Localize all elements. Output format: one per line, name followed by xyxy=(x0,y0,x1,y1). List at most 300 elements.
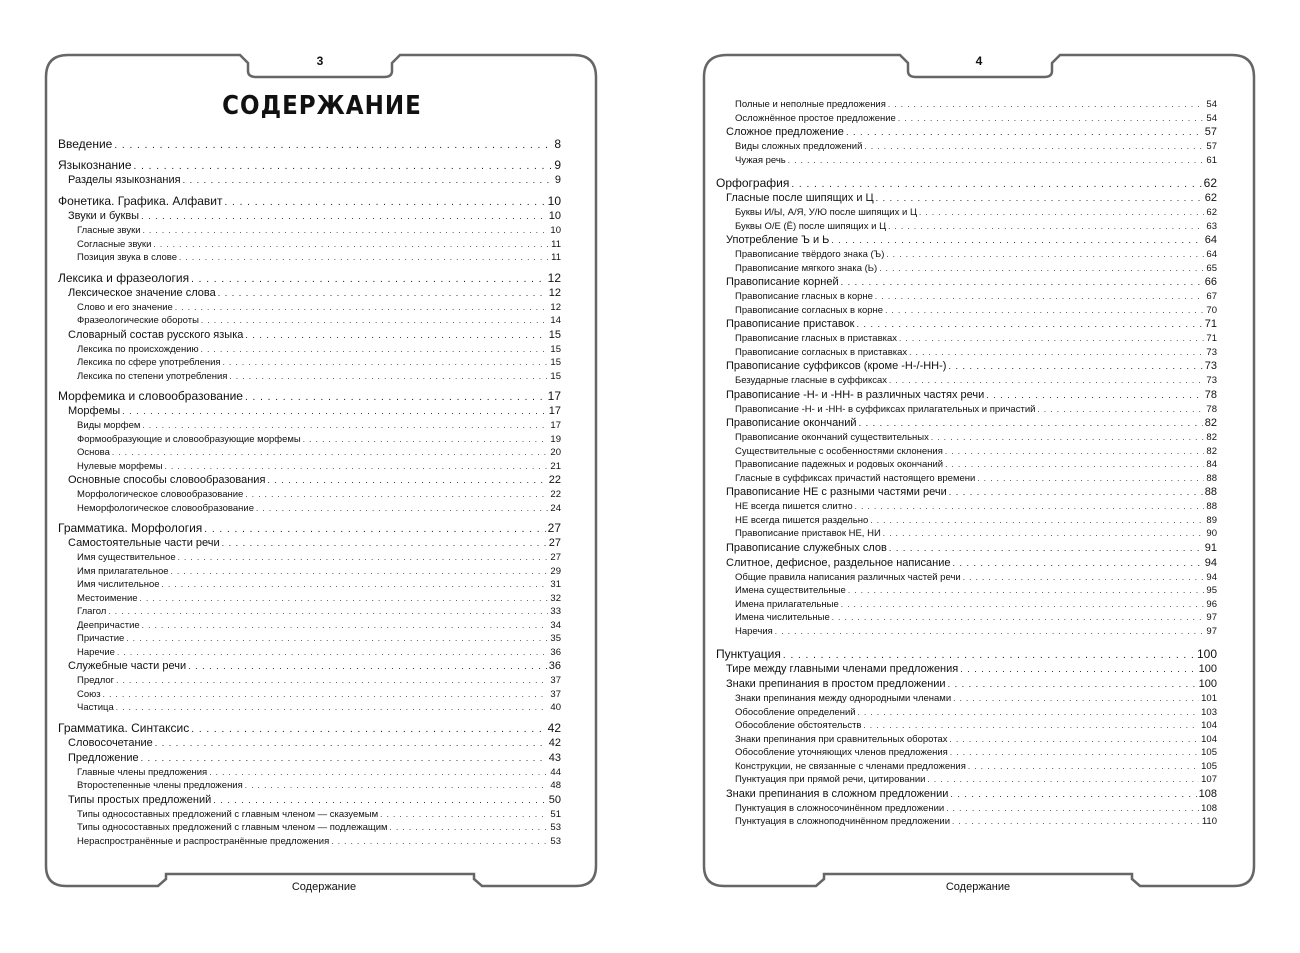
toc-entry-page: 17 xyxy=(547,389,561,403)
toc-entry[interactable] xyxy=(58,461,561,475)
dot-leader xyxy=(898,114,1205,123)
toc-entry[interactable] xyxy=(58,675,561,689)
toc-entry-title: Чужая речь xyxy=(735,154,786,166)
toc-entry[interactable] xyxy=(58,579,561,593)
toc-entry[interactable] xyxy=(716,774,1217,788)
toc-entry-page: 88 xyxy=(1206,472,1217,484)
toc-entry[interactable] xyxy=(716,585,1217,599)
toc-entry-title: Неморфологическое словообразование xyxy=(77,502,254,514)
toc-entry-page: 96 xyxy=(1206,598,1217,610)
toc-entry-title: Лексика по происхождению xyxy=(77,343,199,355)
toc-entry-page: 15 xyxy=(550,343,561,355)
toc-entry-title: Знаки препинания в сложном предложении xyxy=(726,787,949,800)
toc-entry-title: Имя числительное xyxy=(77,579,160,590)
toc-entry[interactable] xyxy=(58,315,561,329)
toc-entry-page: 97 xyxy=(1206,625,1217,637)
toc-entry[interactable] xyxy=(58,566,561,580)
toc-entry-title: Деепричастие xyxy=(77,619,140,631)
toc-entry-title: Правописание мягкого знака (Ь) xyxy=(735,262,878,274)
dot-leader xyxy=(950,748,1199,757)
right-toc xyxy=(716,99,1217,830)
toc-entry[interactable] xyxy=(716,734,1217,748)
toc-entry-page: 82 xyxy=(1204,417,1217,429)
toc-entry-page: 105 xyxy=(1201,760,1217,772)
toc-entry-page: 70 xyxy=(1206,304,1217,316)
toc-entry[interactable] xyxy=(58,660,561,675)
dot-leader xyxy=(1037,405,1204,414)
toc-entry[interactable] xyxy=(58,606,561,620)
toc-entry[interactable] xyxy=(58,137,561,153)
toc-entry-page: 103 xyxy=(1201,706,1217,718)
toc-entry-page: 63 xyxy=(1206,220,1217,232)
toc-entry-page: 105 xyxy=(1201,747,1217,758)
dot-leader xyxy=(870,516,1204,525)
dot-leader xyxy=(791,179,1201,190)
toc-entry-title: Предлог xyxy=(77,675,115,686)
toc-entry-title: Правописание -Н- и -НН- в различных частях речи xyxy=(726,388,985,401)
toc-entry-page: 42 xyxy=(547,720,561,735)
toc-entry-title: Тире между главными членами предложения xyxy=(726,663,959,675)
toc-entry[interactable] xyxy=(716,291,1217,305)
toc-entry-title: Знаки препинания при сравнительных оборотах xyxy=(735,733,948,745)
toc-entry-page: 27 xyxy=(547,521,561,535)
toc-entry-page: 53 xyxy=(550,835,561,847)
toc-entry-title: Союз xyxy=(77,688,101,700)
toc-entry-title: Введение xyxy=(58,137,113,151)
toc-entry-title: Знаки препинания между однородными членами xyxy=(735,693,952,704)
toc-entry-page: 62 xyxy=(1203,176,1217,190)
dot-leader xyxy=(153,240,549,249)
dot-leader xyxy=(952,817,1200,826)
toc-entry[interactable] xyxy=(716,221,1217,235)
toc-entry-page: 9 xyxy=(554,158,561,172)
toc-entry[interactable] xyxy=(716,542,1217,557)
toc-entry-page: 82 xyxy=(1206,445,1217,457)
toc-entry[interactable] xyxy=(716,176,1217,192)
dot-leader xyxy=(832,613,1205,622)
toc-entry[interactable] xyxy=(58,302,561,316)
toc-entry[interactable] xyxy=(716,375,1217,389)
dot-leader xyxy=(245,392,546,403)
toc-entry[interactable] xyxy=(716,192,1217,207)
toc-entry[interactable] xyxy=(716,99,1217,113)
dot-leader xyxy=(245,490,548,499)
toc-entry-title: Правописание приставок НЕ, НИ xyxy=(735,528,881,539)
toc-entry-title: Гласные в суффиксах причастий настоящего времени xyxy=(735,472,976,484)
dot-leader xyxy=(950,789,1196,799)
toc-entry-page: 67 xyxy=(1206,291,1217,302)
toc-entry[interactable] xyxy=(58,371,561,385)
toc-entry-page: 88 xyxy=(1206,501,1217,512)
dot-leader xyxy=(116,676,548,685)
toc-entry[interactable] xyxy=(58,737,561,752)
toc-entry[interactable] xyxy=(58,647,561,661)
toc-entry-title: Звуки и буквы xyxy=(68,210,140,222)
toc-entry[interactable] xyxy=(716,626,1217,640)
toc-entry-page: 36 xyxy=(548,660,561,672)
toc-entry[interactable] xyxy=(58,252,561,266)
toc-entry-title: Виды сложных предложений xyxy=(735,141,863,152)
dot-leader xyxy=(126,634,548,643)
dot-leader xyxy=(191,724,545,735)
toc-entry-title: Имя прилагательное xyxy=(77,565,169,577)
toc-entry-page: 17 xyxy=(550,420,561,431)
toc-entry[interactable] xyxy=(58,174,561,189)
toc-entry[interactable] xyxy=(716,572,1217,586)
toc-entry-title: Правописание гласных в корне xyxy=(735,291,873,302)
toc-entry-page: 97 xyxy=(1206,612,1217,623)
toc-entry-title: Грамматика. Морфология xyxy=(58,521,203,535)
dot-leader xyxy=(960,664,1196,674)
dot-leader xyxy=(859,418,1203,428)
toc-entry[interactable] xyxy=(716,816,1217,830)
dot-leader xyxy=(846,127,1203,137)
right-page-number: 4 xyxy=(975,54,983,68)
toc-entry-page: 51 xyxy=(550,808,561,820)
toc-entry[interactable] xyxy=(716,612,1217,626)
toc-entry[interactable] xyxy=(58,822,561,836)
toc-entry[interactable] xyxy=(716,720,1217,734)
toc-entry-title: Формообразующие и словообразующие морфемы xyxy=(77,433,301,445)
toc-entry-title: Имена прилагательные xyxy=(735,598,839,610)
toc-entry[interactable] xyxy=(716,404,1217,418)
toc-entry-page: 89 xyxy=(1206,514,1217,526)
dot-leader xyxy=(876,193,1203,203)
toc-entry[interactable] xyxy=(58,287,561,302)
toc-entry-title: Основа xyxy=(77,447,110,458)
toc-entry-page: 24 xyxy=(550,502,561,514)
toc-entry[interactable] xyxy=(58,405,561,420)
toc-entry[interactable] xyxy=(58,537,561,552)
toc-entry[interactable] xyxy=(58,836,561,850)
toc-entry-page: 82 xyxy=(1206,432,1217,443)
dot-leader xyxy=(209,768,548,777)
toc-entry[interactable] xyxy=(716,432,1217,446)
dot-leader xyxy=(950,735,1200,744)
toc-entry[interactable] xyxy=(58,503,561,517)
toc-entry[interactable] xyxy=(58,420,561,434)
dot-leader xyxy=(977,474,1204,483)
toc-entry-title: Гласные звуки xyxy=(77,225,141,236)
dot-leader xyxy=(303,435,549,444)
dot-leader xyxy=(222,538,547,548)
toc-entry-page: 15 xyxy=(550,370,561,382)
toc-entry-page: 95 xyxy=(1206,585,1217,596)
toc-entry-title: Виды морфем xyxy=(77,420,141,431)
toc-entry[interactable] xyxy=(58,344,561,358)
toc-entry-page: 48 xyxy=(550,780,561,791)
toc-entry-page: 104 xyxy=(1201,733,1217,745)
dot-leader xyxy=(245,330,546,340)
dot-leader xyxy=(140,594,549,603)
toc-entry-page: 64 xyxy=(1206,249,1217,260)
dot-leader xyxy=(863,721,1199,730)
toc-entry-title: Грамматика. Синтаксис xyxy=(58,720,190,735)
toc-entry[interactable] xyxy=(716,473,1217,487)
toc-entry-title: Обособление обстоятельств xyxy=(735,720,862,731)
dot-leader xyxy=(948,361,1202,371)
toc-entry-title: Пунктуация в сложносочинённом предложении xyxy=(735,802,945,814)
toc-entry-page: 27 xyxy=(548,537,561,549)
toc-entry-title: Морфемика и словообразование xyxy=(58,389,243,403)
dot-leader xyxy=(927,775,1199,784)
toc-entry-title: Главные члены предложения xyxy=(77,766,208,778)
dot-leader xyxy=(179,253,549,262)
toc-entry-page: 34 xyxy=(550,619,561,631)
toc-entry-title: Правописание окончаний xyxy=(726,417,857,429)
toc-entry-page: 11 xyxy=(551,238,561,250)
toc-entry[interactable] xyxy=(58,158,561,174)
toc-entry-title: Орфография xyxy=(716,176,790,190)
toc-entry-title: Лексика по сфере употребления xyxy=(77,357,221,368)
dot-leader xyxy=(141,753,547,763)
toc-entry-title: Глагол xyxy=(77,606,107,617)
toc-entry-title: Лексическое значение слова xyxy=(68,286,216,299)
dot-leader xyxy=(788,156,1205,165)
toc-entry[interactable] xyxy=(716,126,1217,141)
toc-entry-page: 104 xyxy=(1201,720,1217,731)
toc-entry[interactable] xyxy=(58,752,561,767)
toc-entry[interactable] xyxy=(716,113,1217,127)
toc-entry[interactable] xyxy=(58,329,561,344)
toc-entry-title: Правописание приставок xyxy=(726,318,855,330)
toc-entry-title: Наречия xyxy=(735,625,773,637)
toc-entry[interactable] xyxy=(58,780,561,794)
toc-entry[interactable] xyxy=(58,620,561,634)
toc-entry-page: 62 xyxy=(1204,192,1217,204)
toc-entry-title: Пунктуация в сложноподчинённом предложении xyxy=(735,816,951,827)
dot-leader xyxy=(886,250,1204,259)
toc-entry[interactable] xyxy=(716,557,1217,572)
toc-entry[interactable] xyxy=(58,210,561,225)
toc-entry-page: 101 xyxy=(1201,693,1217,704)
toc-entry[interactable] xyxy=(58,357,561,371)
toc-entry-title: Согласные звуки xyxy=(77,238,152,250)
toc-entry-title: Местоимение xyxy=(77,592,138,604)
toc-entry[interactable] xyxy=(716,249,1217,263)
toc-entry-title: Морфемы xyxy=(68,405,121,417)
toc-entry-title: Предложение xyxy=(68,751,139,764)
toc-entry-title: Употребление Ъ и Ь xyxy=(726,234,830,246)
toc-entry-title: Полные и неполные предложения xyxy=(735,99,886,110)
toc-entry[interactable] xyxy=(716,141,1217,155)
toc-entry[interactable] xyxy=(58,593,561,607)
toc-entry[interactable] xyxy=(716,155,1217,169)
dot-leader xyxy=(909,348,1204,357)
dot-leader xyxy=(218,288,547,298)
dot-leader xyxy=(122,406,547,416)
toc-entry-title: Правописание корней xyxy=(726,276,839,288)
toc-entry[interactable] xyxy=(58,447,561,461)
dot-leader xyxy=(108,607,548,616)
toc-entry-page: 21 xyxy=(550,460,561,472)
toc-entry[interactable] xyxy=(716,486,1217,501)
toc-entry[interactable] xyxy=(716,647,1217,663)
toc-entry-page: 91 xyxy=(1204,541,1217,554)
toc-entry-title: Правописание гласных в приставках xyxy=(735,333,898,344)
dot-leader xyxy=(931,433,1205,442)
toc-entry-page: 37 xyxy=(550,688,561,700)
toc-entry[interactable] xyxy=(716,318,1217,333)
toc-entry-page: 71 xyxy=(1206,333,1217,344)
dot-leader xyxy=(116,703,549,712)
toc-entry-title: Правописание служебных слов xyxy=(726,541,887,554)
toc-entry-title: Имена числительные xyxy=(735,612,830,623)
toc-entry-title: Слово и его значение xyxy=(77,301,173,313)
dot-leader xyxy=(848,586,1205,595)
toc-entry[interactable] xyxy=(716,528,1217,542)
toc-entry-title: Пунктуация xyxy=(716,647,781,661)
toc-entry-title: Причастие xyxy=(77,633,125,644)
dot-leader xyxy=(155,738,547,748)
toc-entry[interactable] xyxy=(716,599,1217,613)
toc-entry-title: Обособление определений xyxy=(735,706,856,718)
toc-entry[interactable] xyxy=(716,459,1217,473)
toc-entry[interactable] xyxy=(716,803,1217,817)
dot-leader xyxy=(223,358,549,367)
dot-leader xyxy=(831,235,1202,245)
toc-entry-page: 71 xyxy=(1204,318,1217,330)
toc-entry[interactable] xyxy=(58,689,561,703)
toc-entry[interactable] xyxy=(716,446,1217,460)
toc-entry-page: 36 xyxy=(550,646,561,658)
toc-entry[interactable] xyxy=(716,515,1217,529)
toc-entry[interactable] xyxy=(716,389,1217,404)
toc-entry[interactable] xyxy=(58,434,561,448)
toc-entry-title: НЕ всегда пишется слитно xyxy=(735,501,853,512)
dot-leader xyxy=(188,661,547,671)
dot-leader xyxy=(963,573,1205,582)
toc-entry-title: Правописание согласных в корне xyxy=(735,304,884,316)
toc-entry-page: 42 xyxy=(548,736,561,749)
toc-entry-title: Правописание падежных и родовых окончаний xyxy=(735,459,944,470)
toc-entry-title: Второстепенные члены предложения xyxy=(77,780,243,791)
toc-entry[interactable] xyxy=(58,552,561,566)
dot-leader xyxy=(775,627,1205,636)
toc-entry[interactable] xyxy=(716,333,1217,347)
dot-leader xyxy=(855,502,1205,511)
toc-entry[interactable] xyxy=(716,305,1217,319)
toc-entry-page: 8 xyxy=(554,137,561,151)
dot-leader xyxy=(857,319,1203,329)
toc-entry[interactable] xyxy=(716,707,1217,721)
toc-entry[interactable] xyxy=(716,276,1217,291)
toc-entry-page: 29 xyxy=(550,565,561,577)
toc-entry-page: 15 xyxy=(550,357,561,368)
toc-entry-page: 108 xyxy=(1201,802,1217,814)
toc-entry[interactable] xyxy=(58,389,561,405)
toc-entry[interactable] xyxy=(58,702,561,716)
toc-entry[interactable] xyxy=(58,194,561,210)
toc-entry-page: 14 xyxy=(550,315,561,326)
dot-leader xyxy=(885,306,1204,315)
dot-leader xyxy=(858,708,1200,717)
toc-entry[interactable] xyxy=(716,747,1217,761)
toc-entry[interactable] xyxy=(58,794,561,809)
toc-entry[interactable] xyxy=(716,347,1217,361)
toc-entry-title: Позиция звука в слове xyxy=(77,252,178,263)
toc-entry-title: Частица xyxy=(77,702,114,713)
toc-entry[interactable] xyxy=(716,761,1217,775)
toc-entry[interactable] xyxy=(58,721,561,737)
dot-leader xyxy=(919,208,1204,217)
toc-entry[interactable] xyxy=(58,633,561,647)
dot-leader xyxy=(117,648,548,657)
toc-entry-title: Лексика и фразеология xyxy=(58,270,190,285)
toc-entry-title: Нулевые морфемы xyxy=(77,460,163,472)
toc-entry[interactable] xyxy=(58,767,561,781)
toc-entry-page: 88 xyxy=(1204,486,1217,498)
toc-entry-title: Словарный состав русского языка xyxy=(68,328,244,341)
dot-leader xyxy=(949,487,1203,497)
page-title: СОДЕРЖАНИЕ xyxy=(222,91,422,121)
dot-leader xyxy=(390,823,549,832)
dot-leader xyxy=(191,274,546,285)
toc-entry[interactable] xyxy=(716,234,1217,249)
toc-entry-title: Морфологическое словообразование xyxy=(77,489,244,500)
dot-leader xyxy=(986,390,1202,400)
toc-entry-title: Обособление уточняющих членов предложения xyxy=(735,747,948,758)
toc-entry-page: 33 xyxy=(550,606,561,617)
toc-entry-title: Имя существительное xyxy=(77,552,176,563)
toc-entry-page: 78 xyxy=(1204,388,1217,401)
toc-entry[interactable] xyxy=(58,521,561,537)
toc-entry[interactable] xyxy=(716,207,1217,221)
toc-entry-page: 35 xyxy=(550,633,561,644)
toc-entry-title: Фразеологические обороты xyxy=(77,315,199,326)
toc-entry-page: 40 xyxy=(550,702,561,713)
toc-entry[interactable] xyxy=(58,474,561,489)
toc-entry-title: Основные способы словообразования xyxy=(68,474,266,486)
toc-entry[interactable] xyxy=(716,417,1217,432)
toc-entry[interactable] xyxy=(716,788,1217,803)
toc-entry-page: 43 xyxy=(548,751,561,764)
dot-leader xyxy=(201,316,549,325)
dot-leader xyxy=(875,292,1205,301)
toc-entry[interactable] xyxy=(716,501,1217,515)
dot-leader xyxy=(165,462,549,471)
toc-entry[interactable] xyxy=(58,239,561,253)
toc-entry-page: 94 xyxy=(1206,571,1217,583)
toc-entry[interactable] xyxy=(716,678,1217,693)
toc-entry-page: 73 xyxy=(1206,375,1217,386)
toc-entry-page: 53 xyxy=(550,822,561,833)
toc-entry-page: 73 xyxy=(1204,360,1217,372)
dot-leader xyxy=(953,694,1199,703)
toc-entry[interactable] xyxy=(716,663,1217,678)
toc-entry[interactable] xyxy=(716,263,1217,277)
toc-entry-page: 110 xyxy=(1201,816,1217,827)
toc-entry[interactable] xyxy=(58,489,561,503)
dot-leader xyxy=(889,376,1204,385)
toc-entry[interactable] xyxy=(58,225,561,239)
toc-entry-page: 54 xyxy=(1206,112,1217,124)
toc-entry-title: Нераспространённые и распространённые предложения xyxy=(77,835,330,847)
toc-entry[interactable] xyxy=(716,693,1217,707)
toc-entry-page: 90 xyxy=(1206,528,1217,539)
dot-leader xyxy=(380,810,548,819)
toc-entry-title: Гласные после шипящих и Ц xyxy=(726,192,874,204)
toc-entry[interactable] xyxy=(716,360,1217,375)
toc-entry-page: 57 xyxy=(1204,126,1217,138)
dot-leader xyxy=(134,161,553,172)
toc-entry[interactable] xyxy=(58,809,561,823)
toc-entry[interactable] xyxy=(58,271,561,287)
toc-entry-title: Правописание окончаний существительных xyxy=(735,432,929,443)
dot-leader xyxy=(267,475,546,485)
toc-entry-page: 10 xyxy=(547,194,561,208)
toc-entry-page: 50 xyxy=(548,793,561,806)
